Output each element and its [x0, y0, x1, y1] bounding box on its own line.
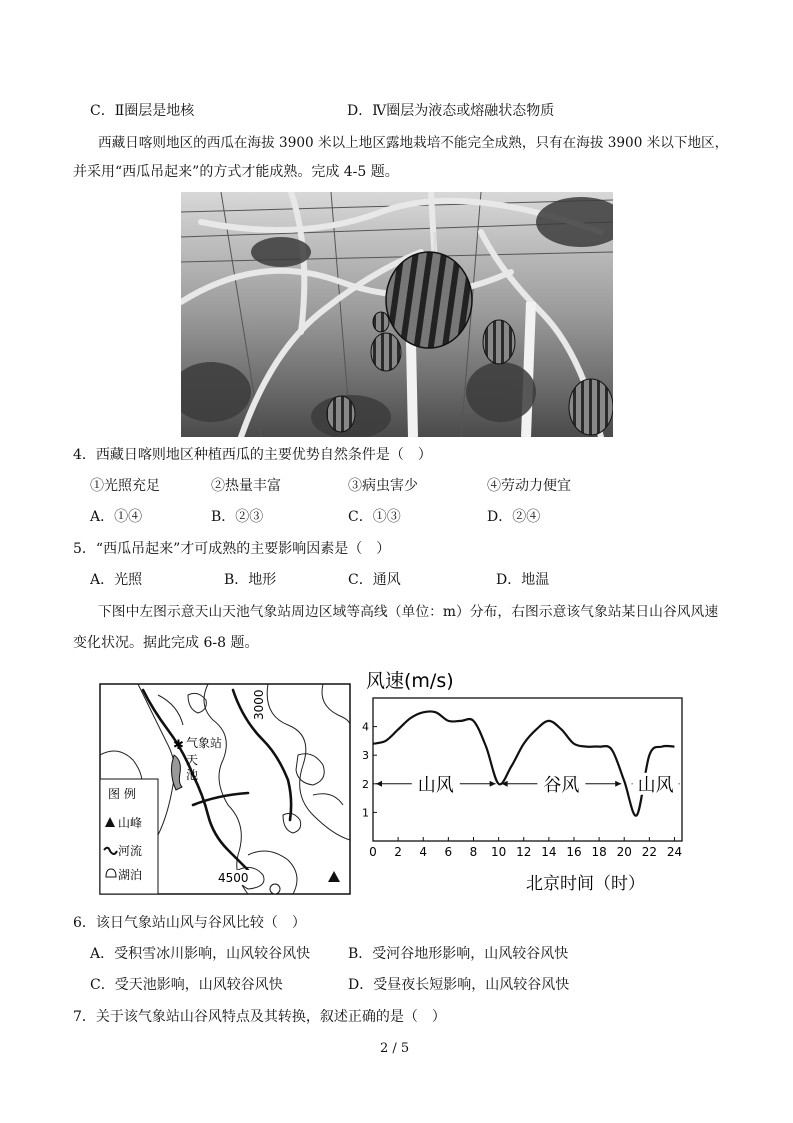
station-label: 气象站 — [186, 736, 223, 750]
x-tick-label: 4 — [419, 845, 428, 859]
x-tick-label: 20 — [616, 845, 632, 859]
q6-option-c: C．受天池影响，山风较谷风快 — [90, 977, 283, 993]
watermelon-illustration — [181, 192, 613, 437]
q6-option-a: A．受积雪冰川影响，山风较谷风快 — [90, 946, 311, 962]
x-tick-label: 10 — [490, 845, 507, 859]
lake-label-2: 池 — [186, 768, 199, 782]
arrow-head-icon — [615, 781, 621, 787]
x-tick-label: 16 — [566, 845, 582, 859]
q4-option-d: D．②④ — [487, 509, 541, 525]
lake-symbol-icon — [270, 884, 280, 894]
x-tick-label: 22 — [641, 845, 657, 859]
intro-6-8-line2: 变化状况。据此完成 6-8 题。 — [73, 635, 259, 651]
y-tick-label: 1 — [362, 806, 369, 820]
annotation-label: 山风 — [417, 774, 454, 796]
intro-4-5-line2: 并采用“西瓜吊起来”的方式才能成熟。完成 4-5 题。 — [73, 164, 399, 180]
contour-label-4500: 4500 — [218, 871, 249, 885]
q5-option-a: A．光照 — [90, 572, 143, 588]
chart-xlabel: 北京时间（时） — [526, 874, 645, 894]
q5-option-b: B．地形 — [224, 572, 277, 588]
x-tick-label: 18 — [591, 845, 607, 859]
q7-stem: 7．关于该气象站山谷风特点及其转换，叙述正确的是（ ） — [73, 1009, 446, 1025]
q4-option-a: A．①④ — [90, 509, 143, 525]
annotation-label: 谷风 — [543, 774, 580, 796]
intro-4-5-line1: 西藏日喀则地区的西瓜在海拔 3900 米以上地区露地栽培不能完全成熟，只有在海拔 3900 米以下地区， — [98, 135, 729, 151]
wind-speed-chart — [362, 670, 682, 894]
q4-item-3: ③病虫害少 — [348, 478, 418, 494]
wind-speed-line — [373, 711, 674, 815]
intro-6-8-line1: 下图中左图示意天山天池气象站周边区域等高线（单位：m）分布，右图示意该气象站某日山谷风风速 — [98, 604, 719, 620]
legend-peak: 山峰 — [118, 816, 143, 830]
figure-svg — [98, 665, 700, 897]
chart-annotations — [376, 773, 680, 796]
q6-stem: 6．该日气象站山风与谷风比较（ ） — [73, 915, 306, 931]
x-tick-label: 12 — [516, 845, 532, 859]
legend-title: 图 例 — [108, 787, 136, 801]
watermelon-photo — [181, 192, 613, 437]
legend-lake: 湖泊 — [118, 868, 143, 882]
x-tick-label: 14 — [541, 845, 557, 859]
q5-option-c: C．通风 — [348, 572, 401, 588]
station-star-icon: ✱ — [173, 738, 184, 753]
chart-ylabel: 风速(m/s) — [366, 670, 454, 692]
x-tick-label: 6 — [444, 845, 453, 859]
page-number: 2 / 5 — [380, 1041, 410, 1056]
x-tick-label: 2 — [394, 845, 402, 859]
legend-lake-icon — [106, 869, 116, 877]
arrow-head-icon — [376, 781, 382, 787]
contour-label-3000: 3000 — [252, 689, 266, 720]
y-tick-label: 2 — [362, 777, 369, 791]
x-tick-label: 0 — [369, 845, 377, 859]
y-tick-label: 3 — [362, 749, 369, 763]
figure-map-and-chart — [98, 665, 700, 897]
q4-option-c: C．①③ — [348, 509, 401, 525]
arrow-head-icon — [490, 781, 496, 787]
q6-option-d: D．受昼夜长短影响，山风较谷风快 — [348, 977, 570, 993]
legend-river: 河流 — [118, 844, 143, 858]
chart-plot-frame — [373, 698, 682, 841]
q4-item-2: ②热量丰富 — [211, 478, 281, 494]
q4-item-4: ④劳动力便宜 — [487, 478, 571, 494]
chart-y-ticks — [362, 721, 377, 820]
q4-option-b: B．②③ — [211, 509, 264, 525]
q3-option-d: D．Ⅳ圈层为液态或熔融状态物质 — [347, 103, 555, 119]
q5-stem: 5．“西瓜吊起来”才可成熟的主要影响因素是（ ） — [73, 541, 391, 557]
lake-label-1: 天 — [186, 753, 199, 767]
q4-stem: 4．西藏日喀则地区种植西瓜的主要优势自然条件是（ ） — [73, 447, 432, 463]
x-tick-label: 8 — [469, 845, 478, 859]
contour-map — [100, 684, 350, 894]
q6-option-b: B．受河谷地形影响，山风较谷风快 — [348, 946, 569, 962]
y-tick-label: 4 — [362, 720, 369, 734]
chart-x-ticks — [369, 837, 682, 859]
q4-item-1: ①光照充足 — [90, 478, 160, 494]
annotation-label: 山风 — [637, 774, 674, 796]
q5-option-d: D．地温 — [496, 572, 550, 588]
q3-option-c: C．Ⅱ圈层是地核 — [90, 103, 195, 119]
x-tick-label: 24 — [666, 845, 683, 859]
